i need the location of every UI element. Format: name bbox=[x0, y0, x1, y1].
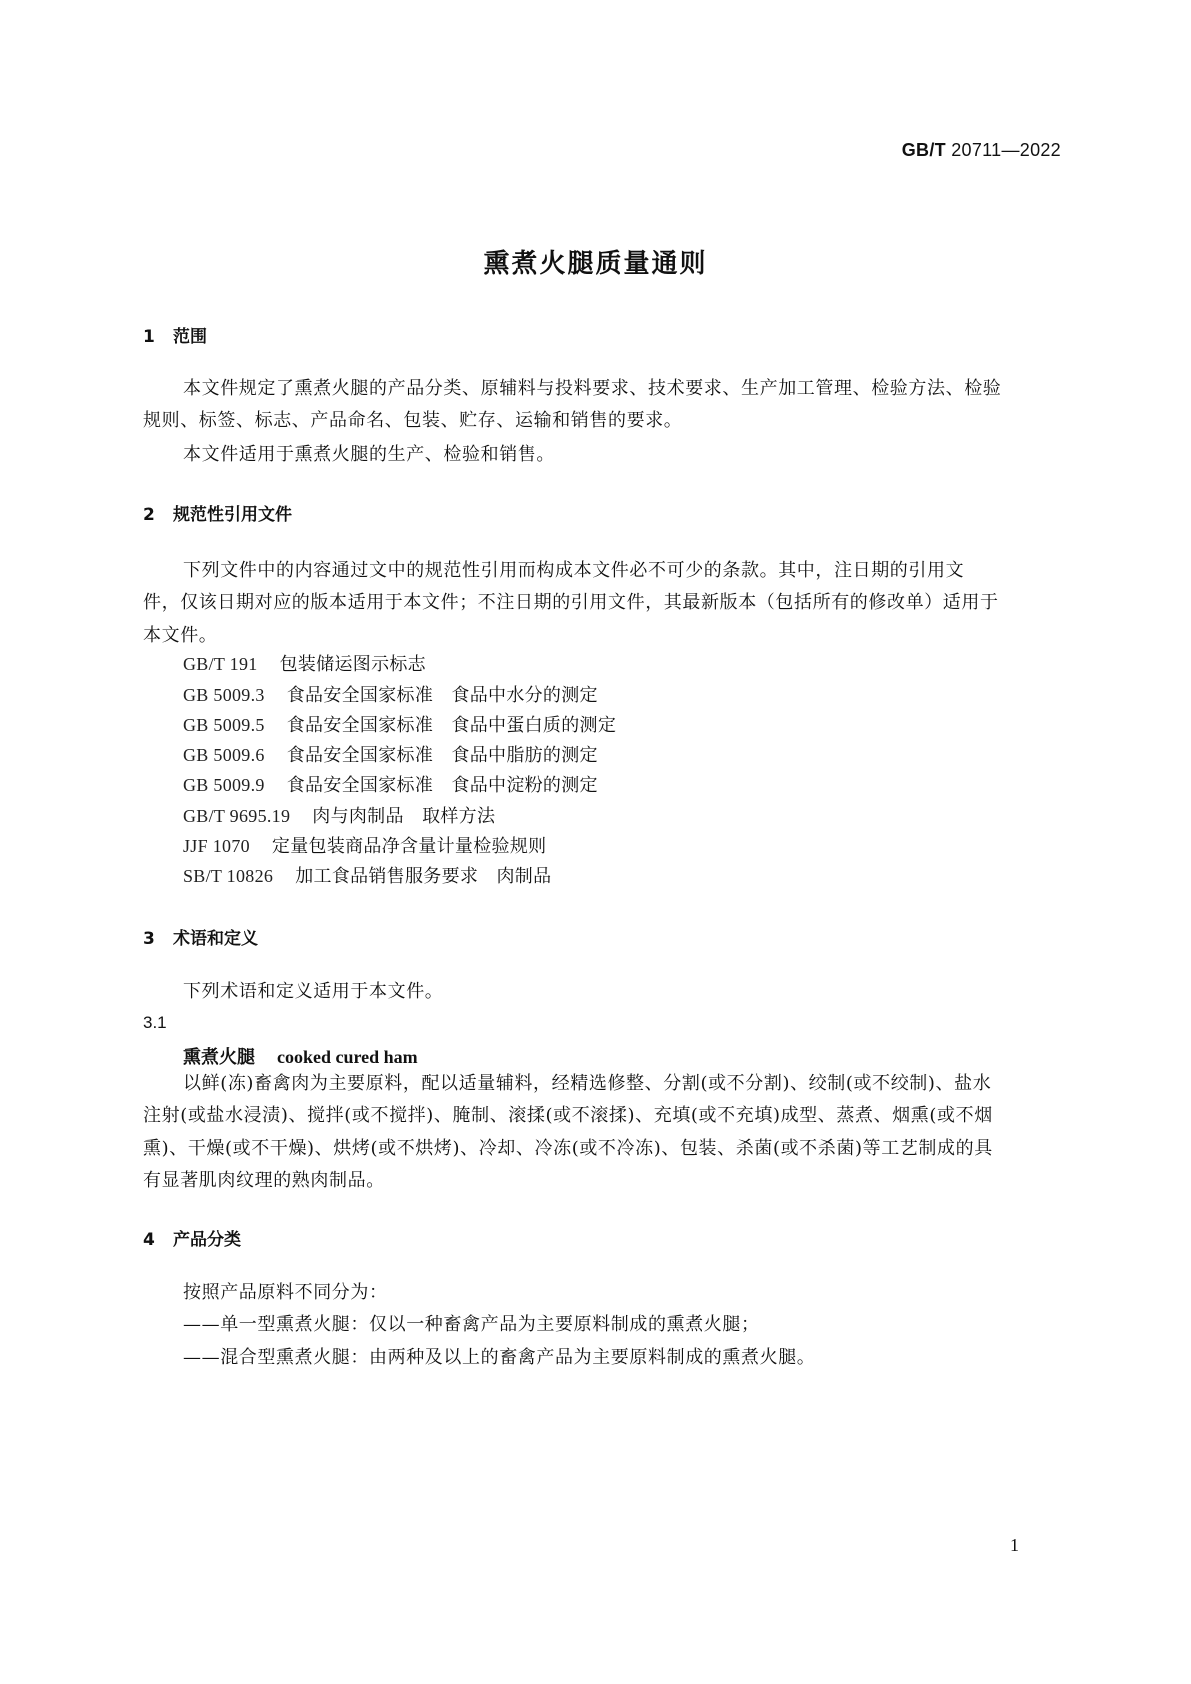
text-line: 规则、标签、标志、产品命名、包装、贮存、运输和销售的要求。 bbox=[143, 410, 683, 432]
reference-item bbox=[183, 741, 598, 767]
list-item: ——单一型熏煮火腿：仅以一种畜禽产品为主要原料制成的熏煮火腿； bbox=[183, 1314, 760, 1336]
text-line: 本文件规定了熏煮火腿的产品分类、原辅料与投料要求、技术要求、生产加工管理、检验方法、检验 bbox=[183, 378, 1002, 399]
reference-code: JJF 1070 bbox=[183, 836, 250, 856]
reference-title: 定量包装商品净含量计量检验规则 bbox=[271, 836, 547, 857]
section-4-heading bbox=[143, 1225, 241, 1250]
reference-item bbox=[183, 802, 495, 828]
classification-list bbox=[143, 1277, 1064, 1374]
reference-title: 食品安全国家标准 食品中脂肪的测定 bbox=[286, 745, 598, 766]
section-3-heading bbox=[143, 924, 258, 949]
reference-title: 食品安全国家标准 食品中蛋白质的测定 bbox=[286, 715, 617, 736]
reference-item bbox=[183, 650, 426, 676]
reference-code: GB 5009.9 bbox=[183, 775, 265, 795]
reference-code: GB 5009.3 bbox=[183, 685, 265, 705]
reference-title: 加工食品销售服务要求 肉制品 bbox=[295, 866, 552, 887]
section-number: 1 bbox=[143, 327, 155, 347]
section-title: 术语和定义 bbox=[173, 929, 258, 949]
reference-item bbox=[183, 681, 598, 707]
reference-code: GB/T 9695.19 bbox=[183, 806, 291, 826]
standard-code-prefix: GB/T bbox=[901, 140, 946, 160]
section-number: 4 bbox=[143, 1230, 155, 1250]
page-number: 1 bbox=[1010, 1535, 1019, 1555]
section-title: 规范性引用文件 bbox=[173, 505, 292, 525]
term-chinese: 熏煮火腿 bbox=[183, 1047, 255, 1068]
reference-item bbox=[183, 771, 598, 797]
reference-code: GB/T 191 bbox=[183, 654, 258, 674]
text-line: 下列文件中的内容通过文中的规范性引用而构成本文件必不可少的条款。其中，注日期的引用文 bbox=[183, 560, 965, 581]
reference-title: 食品安全国家标准 食品中水分的测定 bbox=[286, 685, 598, 706]
standard-code-number: 20711—2022 bbox=[951, 140, 1061, 160]
reference-item bbox=[183, 832, 546, 858]
text-line: 有显著肌肉纹理的熟肉制品。 bbox=[143, 1170, 385, 1192]
reference-code: GB 5009.6 bbox=[183, 745, 265, 765]
term-definition bbox=[143, 1068, 1064, 1198]
text-line: 件，仅该日期对应的版本适用于本文件；不注日期的引用文件，其最新版本（包括所有的修改单）适用于 bbox=[143, 592, 999, 614]
reference-title: 食品安全国家标准 食品中淀粉的测定 bbox=[286, 775, 598, 796]
reference-code: GB 5009.5 bbox=[183, 715, 265, 735]
document-title: 熏煮火腿质量通则 bbox=[483, 249, 708, 279]
terms-intro bbox=[143, 976, 1064, 1008]
reference-item bbox=[183, 711, 616, 737]
text-line: 本文件。 bbox=[143, 624, 218, 646]
section-number: 3 bbox=[143, 929, 155, 949]
term-entry bbox=[183, 1043, 418, 1069]
text-line: 下列术语和定义适用于本文件。 bbox=[183, 981, 444, 1002]
text-line: 以鲜(冻)畜禽肉为主要原料，配以适量辅料，经精选修整、分割(或不分割)、绞制(或不绞制)、盐水 bbox=[183, 1073, 992, 1094]
reference-title: 包装储运图示标志 bbox=[279, 654, 426, 675]
term-english: cooked cured ham bbox=[277, 1047, 418, 1067]
normative-intro bbox=[143, 555, 1064, 652]
section-1-heading bbox=[143, 322, 207, 347]
reference-item bbox=[183, 862, 551, 888]
section-2-heading bbox=[143, 500, 292, 525]
section-title: 范围 bbox=[173, 327, 207, 347]
text-line: 熏)、干燥(或不干燥)、烘烤(或不烘烤)、冷却、冷冻(或不冷冻)、包装、杀菌(或不杀菌)等工艺制成的具 bbox=[143, 1137, 993, 1159]
list-item: ——混合型熏煮火腿：由两种及以上的畜禽产品为主要原料制成的熏煮火腿。 bbox=[183, 1346, 816, 1368]
scope-paragraph-2 bbox=[143, 439, 1064, 471]
text-line: 按照产品原料不同分为： bbox=[183, 1282, 388, 1303]
section-title: 产品分类 bbox=[173, 1230, 241, 1250]
standard-code bbox=[902, 140, 1061, 161]
text-line: 注射(或盐水浸渍)、搅拌(或不搅拌)、腌制、滚揉(或不滚揉)、充填(或不充填)成型、蒸煮、烟熏(或不烟 bbox=[143, 1105, 993, 1127]
scope-paragraph-1 bbox=[143, 373, 1064, 438]
reference-title: 肉与肉制品 取样方法 bbox=[312, 806, 496, 827]
term-number: 3.1 bbox=[143, 1013, 167, 1032]
text-line: 本文件适用于熏煮火腿的生产、检验和销售。 bbox=[183, 444, 555, 465]
reference-code: SB/T 10826 bbox=[183, 866, 274, 886]
section-number: 2 bbox=[143, 505, 155, 525]
